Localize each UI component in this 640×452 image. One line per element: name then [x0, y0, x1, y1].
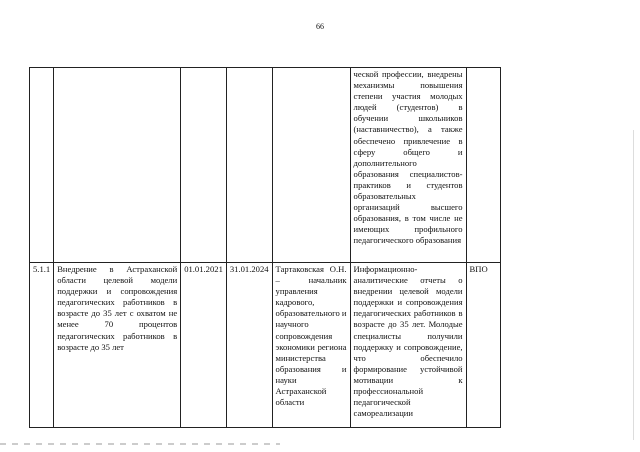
cell-start-date: 01.01.2021: [181, 263, 227, 428]
scan-noise: [0, 443, 280, 445]
table-row: [30, 263, 501, 428]
cell-responsible: Тартаковская О.Н. – начальник управления кадрового, образовательного и научного сопровождения экономики региона министерства образования и науки Астраханской области: [272, 263, 350, 428]
cell-end-date: [226, 68, 272, 263]
cell-result: ческой профессии, внедрены механизмы повышения степени участия молодых людей (студентов) в обучении школьников (наставничество), а также обеспечено привлечение в сферу общего и дополнительного образования специалистов-практиков и студентов образовательных организаций высшего образования, в том числе не имеющих профильного педагогического образования: [350, 68, 466, 263]
cell-type: [466, 68, 500, 263]
page-number: 66: [316, 22, 324, 31]
cell-responsible: [272, 68, 350, 263]
table-row: [30, 68, 501, 263]
cell-num: 5.1.1: [30, 263, 54, 428]
cell-num: [30, 68, 54, 263]
scan-edge-line: [633, 130, 634, 440]
cell-type: ВПО: [466, 263, 500, 428]
cell-start-date: [181, 68, 227, 263]
cell-measure: Внедрение в Астраханской области целевой модели поддержки и сопровождения педагогических работников в возрасте до 35 лет с охватом не менее 70 процентов педагогических работников в возрасте до 35 лет: [54, 263, 181, 428]
cell-result: Информационно-аналитические отчеты о внедрении целевой модели поддержки и сопровождения педагогических работников в возрасте до 35 лет. Молодые специалисты получили поддержку и сопровождение, что обеспечило формирование устойчивой мотивации к профессиональной педагогической самореализации: [350, 263, 466, 428]
cell-measure: [54, 68, 181, 263]
program-table: [29, 67, 501, 428]
cell-end-date: 31.01.2024: [226, 263, 272, 428]
